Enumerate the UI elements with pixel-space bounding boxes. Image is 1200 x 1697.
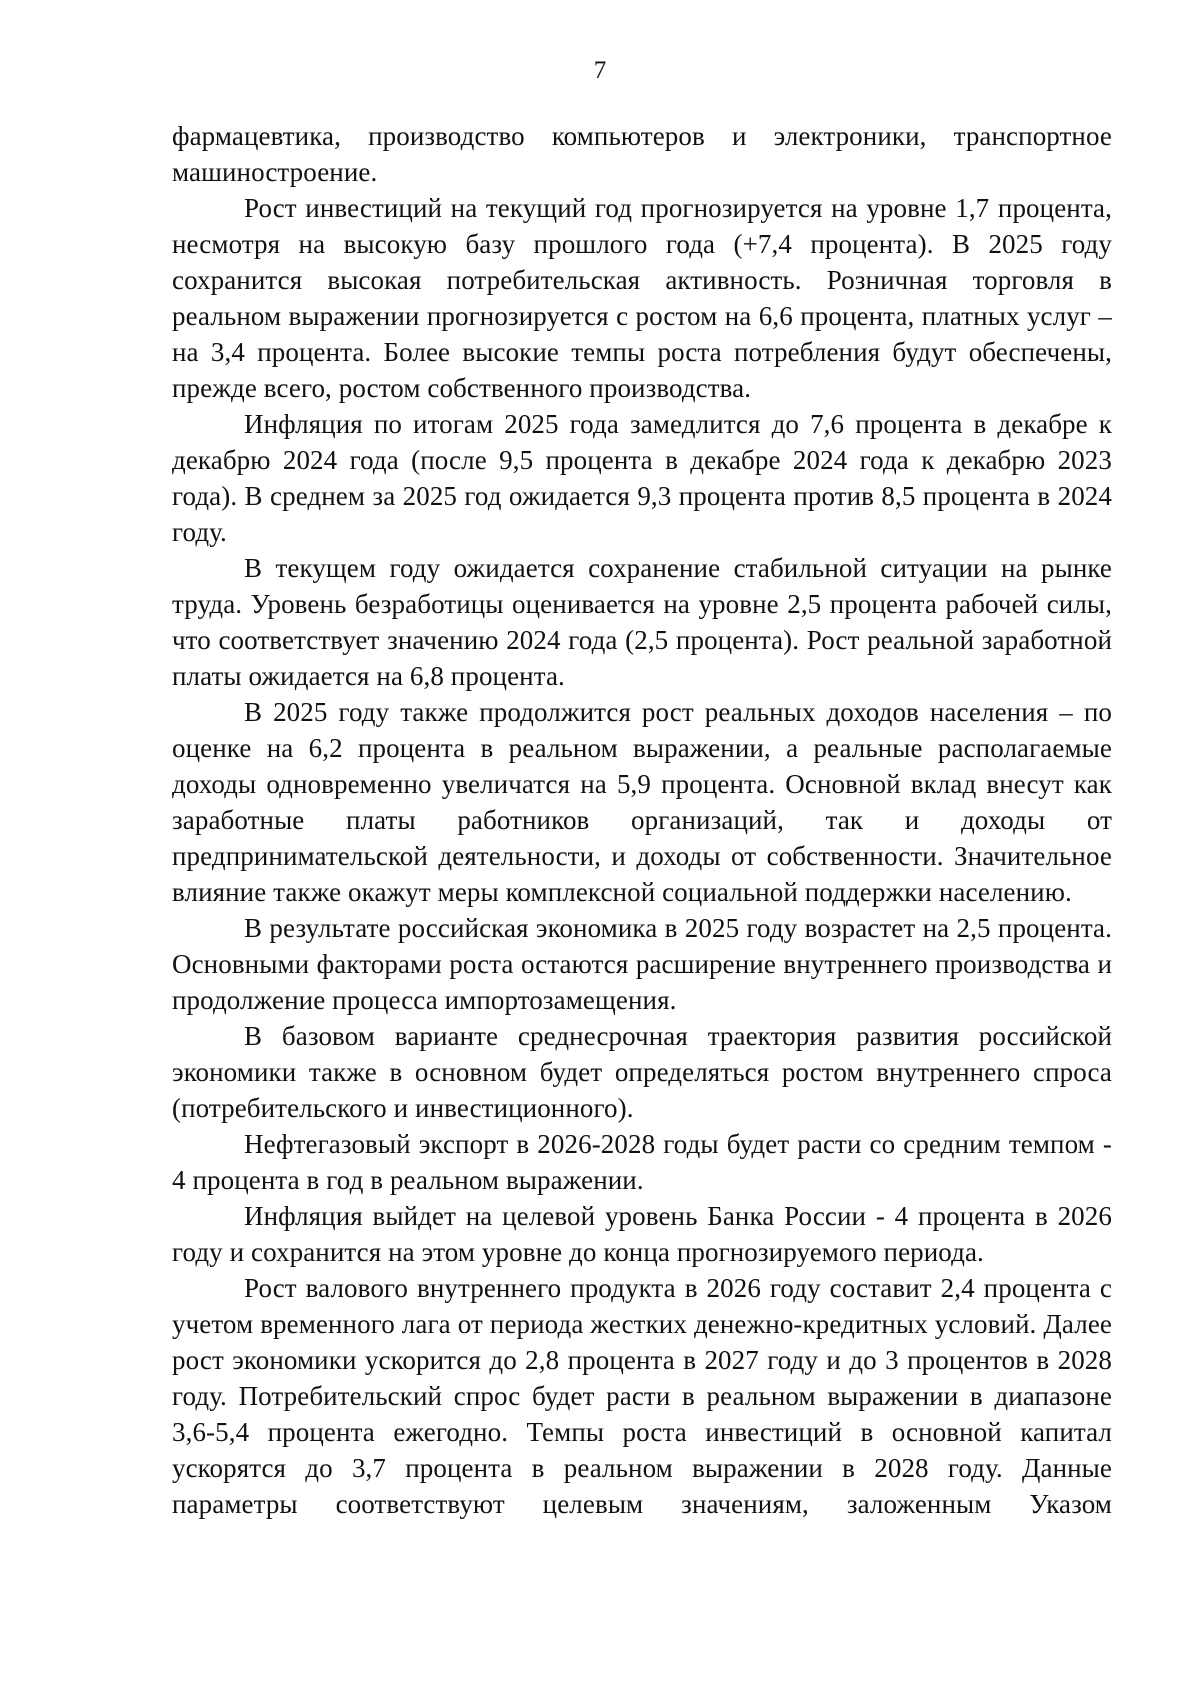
- document-body: [172, 118, 1112, 1522]
- paragraph: В текущем году ожидается сохранение стабильной ситуации на рынке труда. Уровень безработицы оценивается на уровне 2,5 процента рабочей силы, что соответствует значению 2024 года (2,5 процента). Рост реальной заработной платы ожидается на 6,8 процента.: [172, 553, 1112, 691]
- paragraph: Нефтегазовый экспорт в 2026-2028 годы будет расти со средним темпом - 4 процента в год в реальном выражении.: [172, 1129, 1112, 1195]
- paragraph: В 2025 году также продолжится рост реальных доходов населения – по оценке на 6,2 процента в реальном выражении, а реальные располагаемые доходы одновременно увеличатся на 5,9 процента. Основной вклад внесут как заработные платы работников организаций, так и доходы от предпринимательской деятельности, и доходы от собственности. Значительное влияние также окажут меры комплексной социальной поддержки населению.: [172, 697, 1112, 907]
- paragraph: В базовом варианте среднесрочная траектория развития российской экономики также в основном будет определяться ростом внутреннего спроса (потребительского и инвестиционного).: [172, 1021, 1112, 1123]
- paragraph: Инфляция выйдет на целевой уровень Банка России - 4 процента в 2026 году и сохранится на этом уровне до конца прогнозируемого периода.: [172, 1201, 1112, 1267]
- page-number: 7: [593, 57, 607, 84]
- paragraph: Инфляция по итогам 2025 года замедлится до 7,6 процента в декабре к декабрю 2024 года (после 9,5 процента в декабре 2024 года к декабрю 2023 года). В среднем за 2025 год ожидается 9,3 процента против 8,5 процента в 2024 году.: [172, 409, 1112, 547]
- paragraph: Рост валового внутреннего продукта в 2026 году составит 2,4 процента с учетом временного лага от периода жестких денежно-кредитных условий. Далее рост экономики ускорится до 2,8 процента в 2027 году и до 3 процентов в 2028 году. Потребительский спрос будет расти в реальном выражении в диапазоне 3,6-5,4 процента ежегодно. Темпы роста инвестиций в основной капитал ускорятся до 3,7 процента в реальном выражении в 2028 году. Данные параметры соответствуют целевым значениям, заложенным Указом: [172, 1273, 1112, 1519]
- paragraph: Рост инвестиций на текущий год прогнозируется на уровне 1,7 процента, несмотря на высокую базу прошлого года (+7,4 процента). В 2025 году сохранится высокая потребительская активность. Розничная торговля в реальном выражении прогнозируется с ростом на 6,6 процента, платных услуг – на 3,4 процента. Более высокие темпы роста потребления будут обеспечены, прежде всего, ростом собственного производства.: [172, 193, 1112, 403]
- paragraph: В результате российская экономика в 2025 году возрастет на 2,5 процента. Основными факторами роста остаются расширение внутреннего производства и продолжение процесса импортозамещения.: [172, 913, 1112, 1015]
- paragraph: фармацевтика, производство компьютеров и электроники, транспортное машиностроение.: [172, 121, 1112, 187]
